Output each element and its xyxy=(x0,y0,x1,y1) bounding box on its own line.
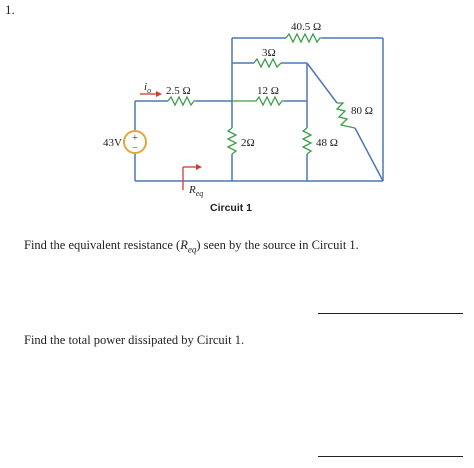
label-80-ohm: 80 Ω xyxy=(351,105,373,117)
resistor-12-ohm xyxy=(232,97,284,105)
answer-line-1[interactable] xyxy=(318,313,463,314)
question-1-text-end: ) seen by the source in Circuit 1. xyxy=(196,238,359,252)
label-12-ohm: 12 Ω xyxy=(257,85,279,97)
source-plus-sign: + xyxy=(132,133,138,144)
label-2-5-ohm: 2.5 Ω xyxy=(166,85,191,97)
resistor-2-5-ohm xyxy=(168,97,196,105)
label-2-ohm: 2Ω xyxy=(241,137,255,149)
label-3-ohm: 3Ω xyxy=(262,47,276,59)
resistor-48-ohm xyxy=(303,128,311,154)
wire-diag-lower xyxy=(355,128,383,181)
resistor-2-ohm xyxy=(228,128,236,154)
question-total-power: Find the total power dissipated by Circuit 1. xyxy=(24,333,245,347)
question-1-var: $R_{eq}$ xyxy=(180,238,197,255)
question-equivalent-resistance xyxy=(24,238,359,255)
resistor-3-ohm xyxy=(254,59,281,67)
question-number: 1. xyxy=(5,2,15,17)
label-40-5-ohm: 40.5 Ω xyxy=(291,21,322,33)
circuit-title: Circuit 1 xyxy=(210,202,253,214)
question-1-text-start: Find the equivalent resistance ( xyxy=(24,238,181,252)
source-label: 43V xyxy=(103,137,122,149)
answer-line-2[interactable] xyxy=(318,456,463,457)
source-minus-sign: − xyxy=(132,143,138,154)
resistor-40-5-ohm xyxy=(286,34,322,42)
wire-diag-upper xyxy=(307,63,337,103)
req-label: $R_{eq}$ xyxy=(189,184,204,198)
label-48-ohm: 48 Ω xyxy=(316,137,338,149)
circuit-diagram xyxy=(0,0,474,230)
wires xyxy=(135,38,383,181)
current-label: $i_o$ xyxy=(144,81,152,95)
